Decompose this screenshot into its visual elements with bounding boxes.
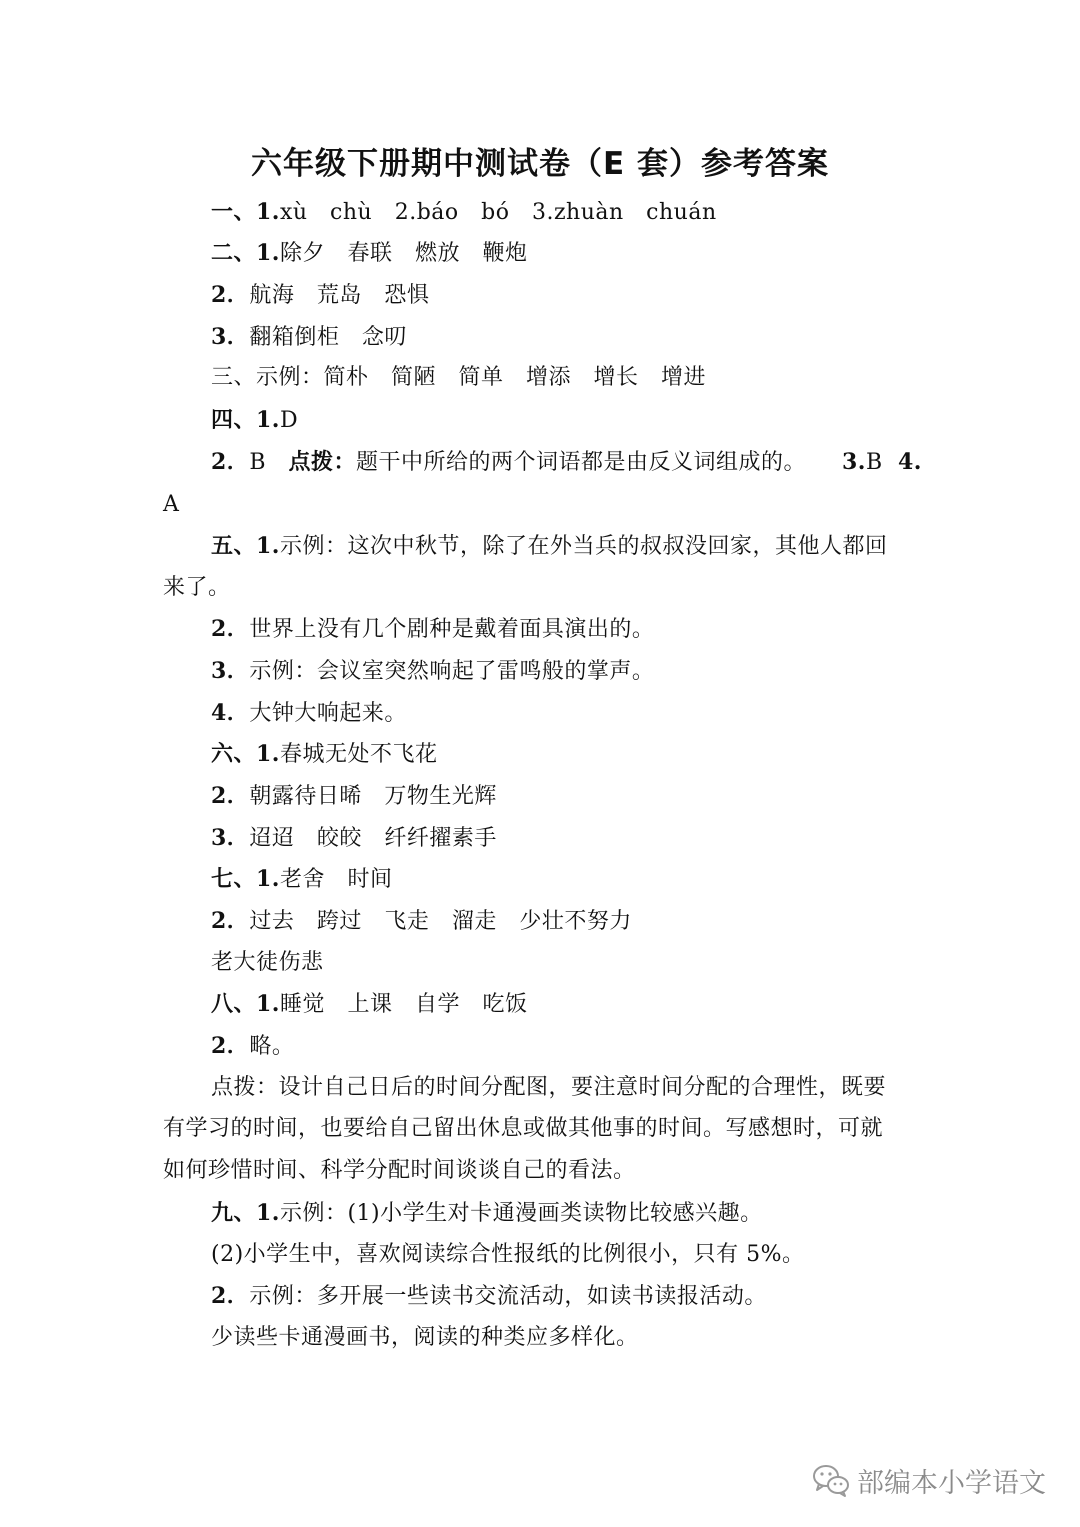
answer-line: 七、1.老舍 时间 bbox=[211, 866, 393, 892]
page-title: 六年级下册期中测试卷（E 套）参考答案 bbox=[251, 146, 829, 182]
answer-line: 3.B bbox=[842, 449, 906, 475]
answer-line: 3．示例：会议室突然响起了雷鸣般的掌声。 bbox=[211, 658, 655, 684]
answer-line: 4. bbox=[898, 449, 922, 475]
answer-line: 2．B 点拨：题干中所给的两个词语都是由反义词组成的。 bbox=[211, 449, 807, 475]
answer-line: 三、示例：简朴 简陋 简单 增添 增长 增进 bbox=[211, 365, 707, 390]
answer-line: 2．过去 跨过 飞走 溜走 少壮不努力 bbox=[211, 908, 632, 934]
answer-line: 3．迢迢 皎皎 纤纤擢素手 bbox=[211, 825, 497, 851]
answer-line: 2．略。 bbox=[211, 1033, 295, 1059]
answer-line: 2．朝露待日晞 万物生光辉 bbox=[211, 783, 497, 809]
answer-line: 六、1.春城无处不飞花 bbox=[211, 741, 438, 767]
wechat-icon bbox=[811, 1462, 851, 1498]
answer-line: 五、1.示例：这次中秋节，除了在外当兵的叔叔没回家，其他人都回 bbox=[211, 533, 888, 559]
answer-line: 四、1.D bbox=[211, 407, 299, 433]
answer-line: 一、1.xù chù 2.báo bó 3.zhuàn chuán bbox=[211, 199, 717, 225]
watermark bbox=[811, 1460, 1046, 1500]
answer-line: 点拨：设计自己日后的时间分配图，要注意时间分配的合理性，既要 bbox=[211, 1075, 887, 1100]
answer-line: 来了。 bbox=[163, 575, 231, 600]
answer-line: (2)小学生中，喜欢阅读综合性报纸的比例很小，只有 5%。 bbox=[211, 1242, 805, 1267]
answer-line: 九、1.示例：(1)小学生对卡通漫画类读物比较感兴趣。 bbox=[211, 1200, 763, 1226]
answer-line: 如何珍惜时间、科学分配时间谈谈自己的看法。 bbox=[163, 1158, 636, 1183]
answer-line: 2．航海 荒岛 恐惧 bbox=[211, 282, 430, 308]
answer-line: 4．大钟大响起来。 bbox=[211, 700, 407, 726]
answer-line: 3．翻箱倒柜 念叨 bbox=[211, 324, 407, 350]
watermark-text: 部编本小学语文 bbox=[857, 1467, 1046, 1499]
answer-line: 八、1.睡觉 上课 自学 吃饭 bbox=[211, 991, 528, 1017]
answer-line: 二、1.除夕 春联 燃放 鞭炮 bbox=[211, 240, 528, 266]
answer-line: 2．示例：多开展一些读书交流活动，如读书读报活动。 bbox=[211, 1283, 767, 1309]
answer-line: A bbox=[163, 492, 180, 517]
answer-line: 有学习的时间，也要给自己留出休息或做其他事的时间。写感想时，可就 bbox=[163, 1116, 884, 1141]
answer-line: 2．世界上没有几个剧种是戴着面具演出的。 bbox=[211, 616, 655, 642]
answer-line: 老大徒伤悲 bbox=[211, 950, 324, 975]
tip-label: 点拨： bbox=[288, 449, 356, 475]
answer-line: 少读些卡通漫画书，阅读的种类应多样化。 bbox=[211, 1325, 639, 1350]
